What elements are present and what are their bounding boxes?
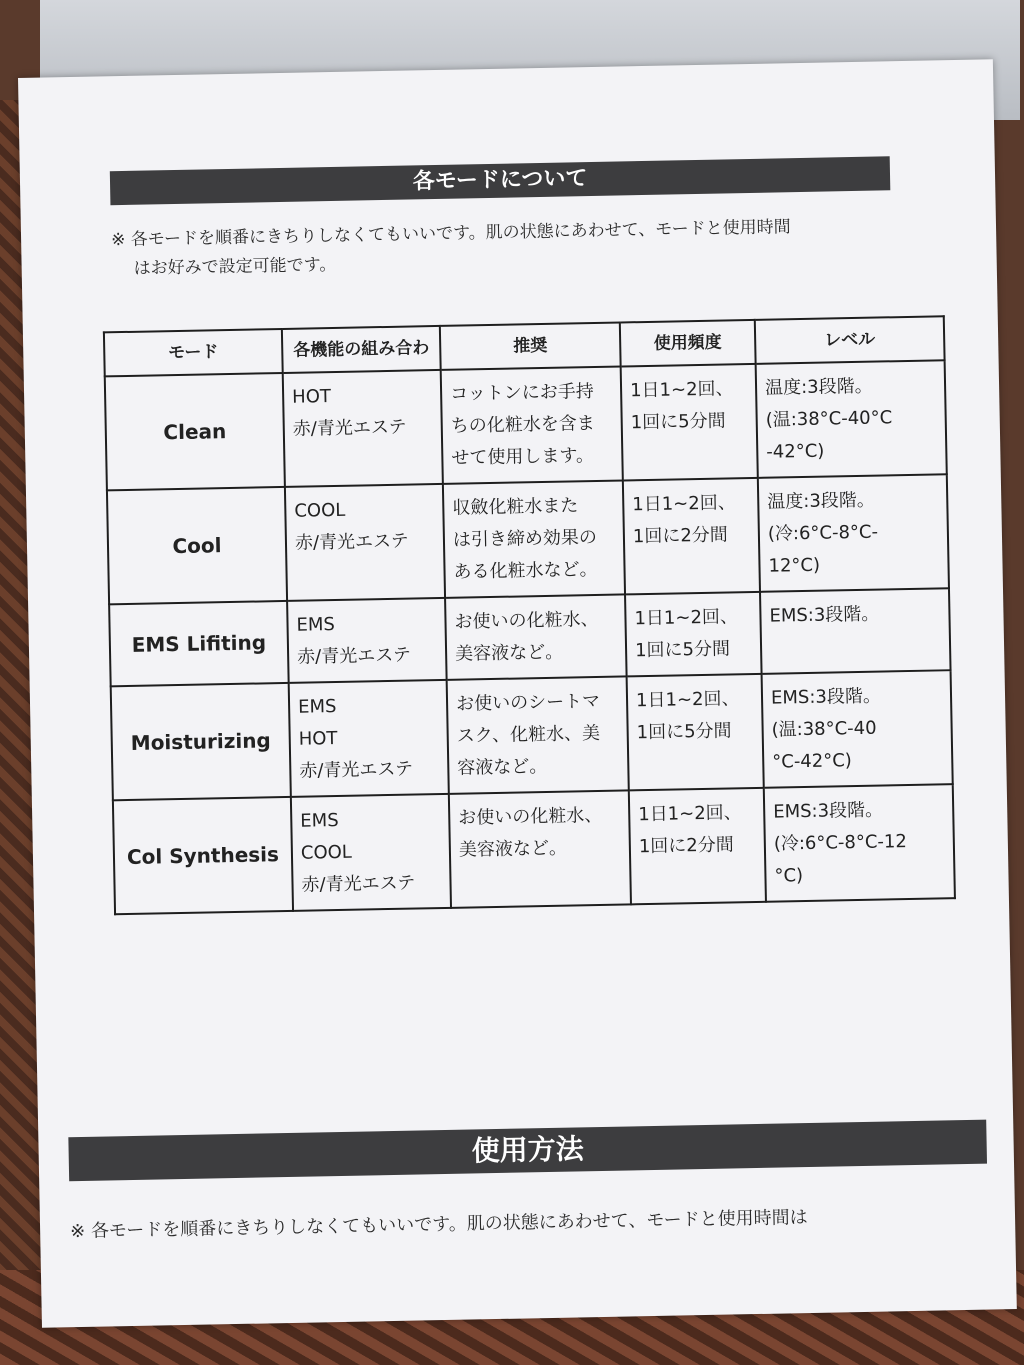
mode-name: Moisturizing xyxy=(111,683,291,800)
cell-line: ある化粧水など。 xyxy=(453,558,598,583)
cell-line: お使いの化粧水、 xyxy=(458,804,603,829)
cell-line: COOL xyxy=(300,841,353,864)
cell-line: EMS xyxy=(296,614,336,636)
cell-line: 1回に2分間 xyxy=(632,524,729,548)
cell-line: 温度:3段階。 xyxy=(767,489,875,513)
cell-line: お使いの化粧水、 xyxy=(454,608,599,633)
cell-line: 1日1~2回、 xyxy=(632,492,736,516)
cell-line: (冷:6°C-8°C- xyxy=(767,521,879,545)
cell-line: EMS:3段階。 xyxy=(769,603,880,627)
cell-line: 1回に5分間 xyxy=(634,638,731,662)
cell-line: 1日1~2回、 xyxy=(629,378,734,402)
header-frequency: 使用頻度 xyxy=(620,320,756,367)
cell-line: スク、化粧水、美 xyxy=(456,722,601,747)
cell-line: 美容液など。 xyxy=(454,641,564,665)
recommended-cell xyxy=(441,366,623,483)
header-recommended: 推奨 xyxy=(440,322,621,369)
cell-line: 赤/青光エステ xyxy=(301,872,416,896)
recommended-cell xyxy=(443,480,625,597)
table-row xyxy=(109,588,950,686)
recommended-cell xyxy=(447,676,629,793)
header-mode: モード xyxy=(104,329,283,376)
mode-name: Cool xyxy=(107,487,287,604)
cell-line: EMS xyxy=(297,696,337,718)
table-row xyxy=(111,670,953,800)
cell-line: °C-42°C) xyxy=(772,750,853,773)
recommended-cell xyxy=(449,790,631,907)
cell-line: せて使用します。 xyxy=(451,445,595,469)
cell-line: 1日1~2回、 xyxy=(638,802,742,826)
cell-line: HOT xyxy=(298,727,338,750)
header-functions: 各機能の組み合わ xyxy=(282,326,441,373)
frequency-cell xyxy=(621,364,758,481)
cell-line: EMS xyxy=(300,809,339,832)
mode-note xyxy=(111,211,892,284)
mode-table xyxy=(103,315,956,915)
recommended-cell xyxy=(445,594,627,679)
level-cell xyxy=(764,784,955,902)
cell-line: EMS:3段階。 xyxy=(770,685,882,709)
cell-line: -42°C) xyxy=(766,440,825,463)
functions-cell xyxy=(289,680,449,797)
cell-line: ちの化粧水を含ま xyxy=(450,412,595,437)
section-title-modes: 各モードについて xyxy=(110,156,891,205)
level-cell xyxy=(760,588,951,674)
mode-name: EMS Lifiting xyxy=(109,601,289,686)
cell-line: 12°C) xyxy=(768,554,821,577)
cell-line: 1回に5分間 xyxy=(636,720,732,744)
cell-line: 赤/青光エステ xyxy=(299,758,414,782)
note-line: ※ 各モードを順番にきちりしなくてもいいです。肌の状態にあわせて、モードと使用時間 xyxy=(110,217,791,251)
cell-line: は引き締め効果の xyxy=(452,526,598,551)
level-cell xyxy=(762,670,953,788)
cell-line: 1回に2分間 xyxy=(638,834,734,858)
cell-line: HOT xyxy=(291,386,332,408)
cell-line: 赤/青光エステ xyxy=(296,644,412,668)
cell-line: 温度:3段階。 xyxy=(764,375,873,399)
header-level: レベル xyxy=(755,316,945,364)
frequency-cell xyxy=(627,674,764,791)
cell-line: コットンにお手持 xyxy=(449,381,594,405)
cell-line: 美容液など。 xyxy=(458,837,568,861)
cell-line: (温:38°C-40°C xyxy=(765,407,893,431)
frequency-cell xyxy=(625,592,762,677)
functions-cell xyxy=(285,484,445,601)
frequency-cell xyxy=(623,478,760,595)
functions-cell xyxy=(283,370,443,487)
table-row xyxy=(107,474,949,604)
cell-line: お使いのシートマ xyxy=(455,690,601,715)
cell-line: 収斂化粧水また xyxy=(452,495,579,519)
cell-line: °C) xyxy=(774,865,804,887)
section-title-usage: 使用方法 xyxy=(68,1120,987,1182)
cell-line: EMS:3段階。 xyxy=(773,799,884,823)
frequency-cell xyxy=(629,788,766,905)
cell-line: 1日1~2回、 xyxy=(634,606,739,630)
level-cell xyxy=(756,360,947,478)
cell-line: 赤/青光エステ xyxy=(294,530,409,554)
cell-line: COOL xyxy=(294,499,346,522)
functions-cell xyxy=(291,794,451,911)
mode-name: Clean xyxy=(105,373,285,490)
table-row xyxy=(113,784,955,914)
note-line: はお好みで設定可能です。 xyxy=(133,254,337,279)
table-row xyxy=(105,360,947,490)
cell-line: 1日1~2回、 xyxy=(635,688,740,712)
cell-line: (冷:6°C-8°C-12 xyxy=(773,831,908,855)
cell-line: 1回に5分間 xyxy=(630,410,726,434)
cell-line: 赤/青光エステ xyxy=(292,416,407,440)
cell-line: (温:38°C-40 xyxy=(771,717,877,741)
usage-note: ※ 各モードを順番にきちりしなくてもいいです。肌の状態にあわせて、モードと使用時間は xyxy=(69,1207,808,1243)
mode-name: Col Synthesis xyxy=(113,797,293,914)
level-cell xyxy=(758,474,949,592)
cell-line: 容液など。 xyxy=(457,755,548,779)
instruction-sheet xyxy=(18,59,1017,1327)
functions-cell xyxy=(287,598,447,683)
